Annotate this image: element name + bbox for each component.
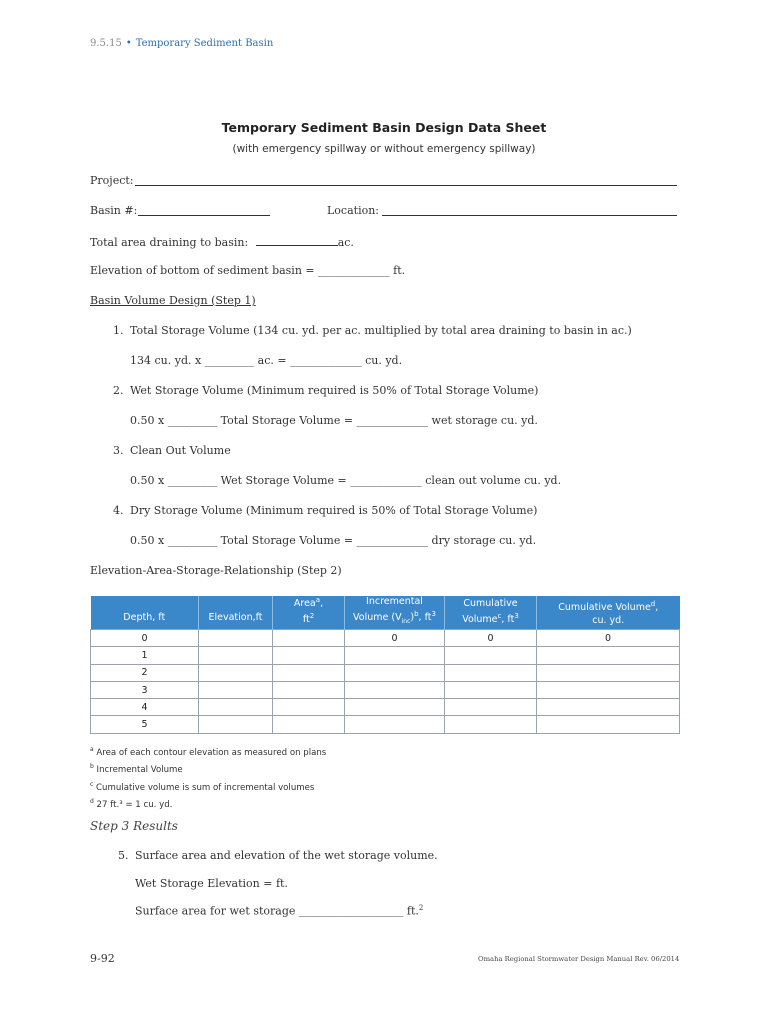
item-5: [118, 849, 438, 862]
table-cell[interactable]: 5: [91, 716, 199, 733]
footnote: $^a$ Area of each contour elevation as measured on plans: [90, 746, 327, 758]
table-cell[interactable]: 0: [537, 630, 680, 647]
item-text: Total Storage Volume (134 cu. yd. per ac. multiplied by total area draining to basin in ac.): [130, 324, 632, 337]
table-cell[interactable]: [445, 664, 537, 681]
item-text: Wet Storage Volume (Minimum required is 50% of Total Storage Volume): [130, 384, 539, 397]
table-cell[interactable]: [445, 699, 537, 716]
manual-reference: Omaha Regional Stormwater Design Manual Rev. 06/2014: [478, 955, 680, 963]
item-4-formula: 0.50 x _________ Total Storage Volume = _____________ dry storage cu. yd.: [130, 534, 537, 547]
table-cell[interactable]: 0: [345, 630, 445, 647]
item-1: [113, 324, 632, 337]
table-cell[interactable]: [273, 699, 345, 716]
total-area-line: [256, 234, 338, 246]
item-3: [113, 444, 231, 457]
step1-heading: Basin Volume Design (Step 1): [90, 294, 256, 307]
page-subtitle: (with emergency spillway or without emergency spillway): [232, 143, 536, 155]
table-row: [91, 699, 680, 716]
table-cell[interactable]: [273, 664, 345, 681]
table-cell[interactable]: [345, 699, 445, 716]
table-cell[interactable]: [537, 716, 680, 733]
item-number: 3.: [113, 444, 124, 457]
table-cell[interactable]: [199, 681, 273, 698]
footnote: $^b$ Incremental Volume: [90, 763, 183, 776]
table-cell[interactable]: [199, 716, 273, 733]
section-number: 9.5.15: [90, 38, 122, 49]
col-elevation: Elevation,ft: [199, 596, 273, 630]
col-cumulative-volume: Cumulative Volume$^c$, $ft^3$: [445, 596, 537, 630]
table-cell[interactable]: [199, 647, 273, 664]
item-number: 4.: [113, 504, 124, 517]
item-text: Dry Storage Volume (Minimum required is 50% of Total Storage Volume): [130, 504, 538, 517]
col-incremental-volume: Incremental Volume $(V_{inc})^b$, $ft^3$: [345, 596, 445, 630]
col-depth: Depth, ft: [91, 596, 199, 630]
table-cell[interactable]: [537, 664, 680, 681]
table-row: [91, 664, 680, 681]
header-bullet: •: [125, 38, 132, 49]
elevation-bottom-field: Elevation of bottom of sediment basin = _____________ ft.: [90, 264, 406, 277]
total-area-label: Total area draining to basin:: [90, 236, 249, 249]
page-title: Temporary Sediment Basin Design Data Sheet: [221, 120, 547, 135]
item-2-formula: 0.50 x _________ Total Storage Volume = _____________ wet storage cu. yd.: [130, 414, 538, 427]
col-area: Area$^a$, $ft^2$: [273, 596, 345, 630]
item-2: [113, 384, 539, 397]
project-field: [90, 174, 679, 187]
table-cell[interactable]: 4: [91, 699, 199, 716]
total-area-unit: ac.: [337, 236, 354, 249]
basin-label: Basin #:: [90, 204, 138, 217]
item-number: 5.: [118, 849, 129, 862]
table-cell[interactable]: [445, 647, 537, 664]
step3-heading: Step 3 Results: [90, 819, 178, 833]
table-footnotes: [90, 743, 326, 812]
table-cell[interactable]: [537, 681, 680, 698]
table-row: [91, 647, 680, 664]
item-text: Surface area and elevation of the wet storage volume.: [135, 849, 438, 862]
table-cell[interactable]: [199, 664, 273, 681]
table-cell[interactable]: 2: [91, 664, 199, 681]
table-cell[interactable]: [445, 716, 537, 733]
step2-heading: Elevation-Area-Storage-Relationship (Step 2): [90, 564, 342, 577]
table-row: [91, 681, 680, 698]
running-header: [90, 38, 273, 49]
table-cell[interactable]: [273, 630, 345, 647]
surface-area-wet-storage: Surface area for wet storage ___________________ ft.$^2$: [135, 904, 424, 918]
table-cell[interactable]: [345, 664, 445, 681]
item-3-formula: 0.50 x _________ Wet Storage Volume = _____________ clean out volume cu. yd.: [130, 474, 562, 487]
wet-storage-elevation: Wet Storage Elevation = ft.: [135, 877, 288, 890]
item-1-formula: 134 cu. yd. x _________ ac. = _____________ cu. yd.: [130, 354, 403, 367]
table-cell[interactable]: [273, 716, 345, 733]
table-header-row: [91, 596, 680, 630]
table-cell[interactable]: [537, 699, 680, 716]
page-number: 9-92: [90, 952, 115, 965]
item-text: Clean Out Volume: [130, 444, 231, 457]
table-cell[interactable]: 0: [445, 630, 537, 647]
table-cell[interactable]: [345, 716, 445, 733]
project-label: Project:: [90, 174, 134, 187]
footnote: $^d$ 27 ft.³ = 1 cu. yd.: [90, 798, 173, 810]
table-cell[interactable]: 1: [91, 647, 199, 664]
basin-line: [138, 204, 270, 216]
table-cell[interactable]: [199, 699, 273, 716]
table-cell[interactable]: [273, 681, 345, 698]
item-number: 1.: [113, 324, 124, 337]
section-title: Temporary Sediment Basin: [135, 38, 274, 49]
item-number: 2.: [113, 384, 124, 397]
project-line: [135, 174, 677, 186]
elevation-area-storage-table: [90, 596, 680, 734]
table-row: [91, 716, 680, 733]
col-cumulative-volume-yd: Cumulative Volume$^d$, cu. yd.: [537, 596, 680, 630]
basin-location-field: [90, 204, 679, 217]
table-cell[interactable]: [445, 681, 537, 698]
footnote: $^c$ Cumulative volume is sum of incremental volumes: [90, 780, 315, 793]
item-4: [113, 504, 538, 517]
table-cell[interactable]: [345, 681, 445, 698]
table-cell[interactable]: 3: [91, 681, 199, 698]
table-cell[interactable]: 0: [91, 630, 199, 647]
table-cell[interactable]: [537, 647, 680, 664]
table-row: [91, 630, 680, 647]
table-cell[interactable]: [273, 647, 345, 664]
table-cell[interactable]: [199, 630, 273, 647]
table-cell[interactable]: [345, 647, 445, 664]
location-line: [382, 204, 677, 216]
total-area-field: [90, 234, 354, 249]
location-label: Location:: [327, 204, 379, 217]
